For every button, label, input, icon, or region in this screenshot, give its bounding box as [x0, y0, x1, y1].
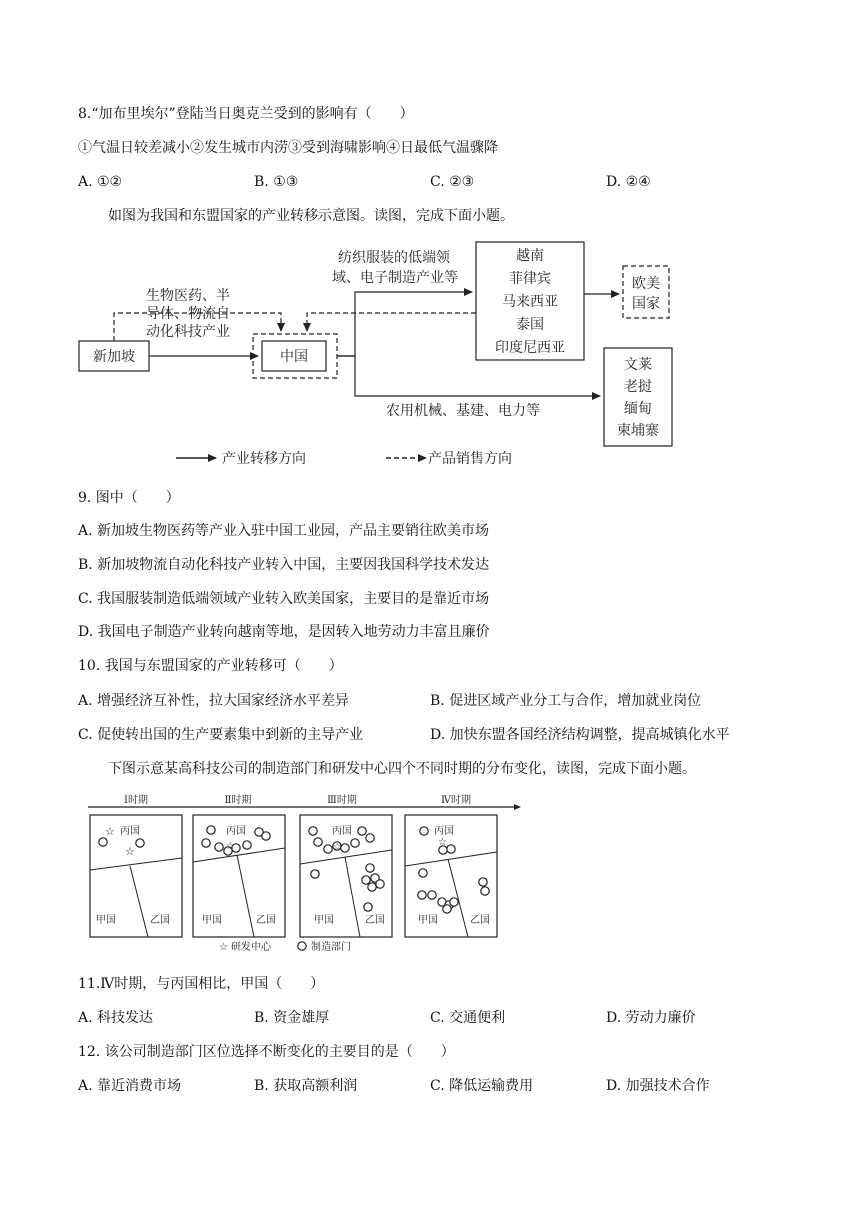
- right-country-3: 缅甸: [624, 401, 652, 417]
- q9-option-b: B. 新加坡物流自动化科技产业转入中国，主要因我国科学技术发达: [78, 557, 490, 573]
- label-top-2: 域、电子制造产业等: [332, 270, 458, 286]
- svg-text:乙国: 乙国: [256, 915, 276, 926]
- label-left-1: 生物医药、半: [146, 288, 230, 304]
- svg-text:甲国: 甲国: [314, 915, 334, 926]
- panel-period-2: [193, 815, 285, 937]
- panel-period-4: [405, 815, 497, 937]
- q11-option-b: B. 资金雄厚: [254, 1010, 330, 1026]
- q10-option-a: A. 增强经济互补性，拉大国家经济水平差异: [78, 693, 350, 709]
- svg-text:丙国: 丙国: [226, 826, 246, 837]
- svg-text:甲国: 甲国: [418, 915, 438, 926]
- industry-transfer-diagram: [0, 236, 860, 476]
- q8-option-c: C. ②③: [430, 174, 475, 190]
- period-2-label: Ⅱ时期: [224, 795, 252, 806]
- q9-option-c: C. 我国服装制造低端领域产业转入欧美国家，主要目的是靠近市场: [78, 591, 490, 607]
- period-4-label: Ⅳ时期: [441, 795, 471, 806]
- q10-option-d: D. 加快东盟各国经济结构调整，提高城镇化水平: [430, 727, 730, 743]
- svg-text:☆: ☆: [105, 825, 115, 838]
- legend-solid-label: 产业转移方向: [222, 451, 306, 467]
- q12-option-a: A. 靠近消费市场: [78, 1078, 182, 1094]
- svg-text:乙国: 乙国: [365, 915, 385, 926]
- china-label: 中国: [280, 349, 308, 365]
- q9-option-a: A. 新加坡生物医药等产业入驻中国工业园，产品主要销往欧美市场: [78, 523, 490, 539]
- mid-country-5: 印度尼西亚: [495, 340, 565, 356]
- mid-country-3: 马来西亚: [502, 294, 558, 310]
- q10-option-b: B. 促进区域产业分工与合作，增加就业岗位: [430, 693, 702, 709]
- mid-country-4: 泰国: [516, 317, 544, 333]
- singapore-label: 新加坡: [93, 349, 135, 365]
- period-3-label: Ⅲ时期: [327, 795, 357, 806]
- legend-mfg-circle-icon: [298, 942, 306, 950]
- west-label-2: 国家: [632, 296, 660, 312]
- q12-option-b: B. 获取高额利润: [254, 1078, 358, 1094]
- svg-text:甲国: 甲国: [202, 915, 222, 926]
- svg-text:☆: ☆: [438, 837, 447, 848]
- west-label-1: 欧美: [632, 276, 660, 292]
- q12-stem: 12. 该公司制造部门区位选择不断变化的主要目的是（ ）: [78, 1044, 455, 1060]
- label-left-3: 动化科技产业: [146, 324, 230, 340]
- q11-stem: 11.Ⅳ时期，与丙国相比，甲国（ ）: [78, 976, 325, 992]
- q10-option-c: C. 促使转出国的生产要素集中到新的主导产业: [78, 727, 364, 743]
- svg-text:乙国: 乙国: [470, 915, 490, 926]
- q11-option-c: C. 交通便利: [430, 1010, 506, 1026]
- label-bottom: 农用机械、基建、电力等: [386, 403, 540, 419]
- panel-period-1: [90, 815, 182, 937]
- q11-option-d: D. 劳动力廉价: [606, 1010, 696, 1026]
- q12-option-c: C. 降低运输费用: [430, 1078, 534, 1094]
- q12-option-d: D. 加强技术合作: [606, 1078, 710, 1094]
- legend-rd-label: 研发中心: [231, 942, 271, 953]
- q11-option-a: A. 科技发达: [78, 1010, 154, 1026]
- q9-option-d: D. 我国电子制造产业转向越南等地，是因转入地劳动力丰富且廉价: [78, 624, 490, 640]
- svg-text:☆: ☆: [125, 845, 135, 858]
- q9-stem: 9. 图中（ ）: [78, 490, 180, 506]
- svg-text:丙国: 丙国: [332, 826, 352, 837]
- q8-items: ①气温日较差减小②发生城市内涝③受到海啸影响④日最低气温骤降: [78, 140, 498, 156]
- svg-text:☆: ☆: [226, 841, 235, 852]
- legend-mfg-label: 制造部门: [311, 942, 351, 953]
- svg-text:丙国: 丙国: [120, 826, 140, 837]
- period-1-label: Ⅰ时期: [124, 795, 148, 806]
- label-top-1: 纺织服装的低端领: [338, 250, 450, 266]
- label-left-2: 导体、物流自: [146, 306, 230, 322]
- svg-text:乙国: 乙国: [150, 915, 170, 926]
- intro-company-distribution: 下图示意某高科技公司的制造部门和研发中心四个不同时期的分布变化，读图，完成下面小题。: [108, 761, 696, 777]
- svg-text:丙国: 丙国: [434, 826, 454, 837]
- q10-stem: 10. 我国与东盟国家的产业转移可（ ）: [78, 658, 343, 674]
- legend-rd-star-icon: ☆: [219, 942, 228, 953]
- q8-option-a: A. ①②: [78, 174, 123, 190]
- mid-country-1: 越南: [516, 248, 544, 264]
- right-country-2: 老挝: [624, 379, 652, 395]
- company-distribution-diagram: [0, 788, 860, 953]
- right-country-4: 柬埔寨: [617, 423, 659, 439]
- right-country-1: 文莱: [624, 357, 652, 373]
- svg-text:甲国: 甲国: [96, 915, 116, 926]
- mid-country-2: 菲律宾: [509, 271, 551, 287]
- q8-option-d: D. ②④: [606, 174, 651, 190]
- legend-dashed-label: 产品销售方向: [428, 451, 512, 467]
- q8-option-b: B. ①③: [254, 174, 299, 190]
- q8-stem: 8.“加布里埃尔”登陆当日奥克兰受到的影响有（ ）: [78, 106, 414, 122]
- intro-industry-transfer: 如图为我国和东盟国家的产业转移示意图。读图，完成下面小题。: [108, 208, 514, 224]
- svg-text:☆: ☆: [333, 842, 342, 853]
- panel-period-3: [300, 815, 392, 937]
